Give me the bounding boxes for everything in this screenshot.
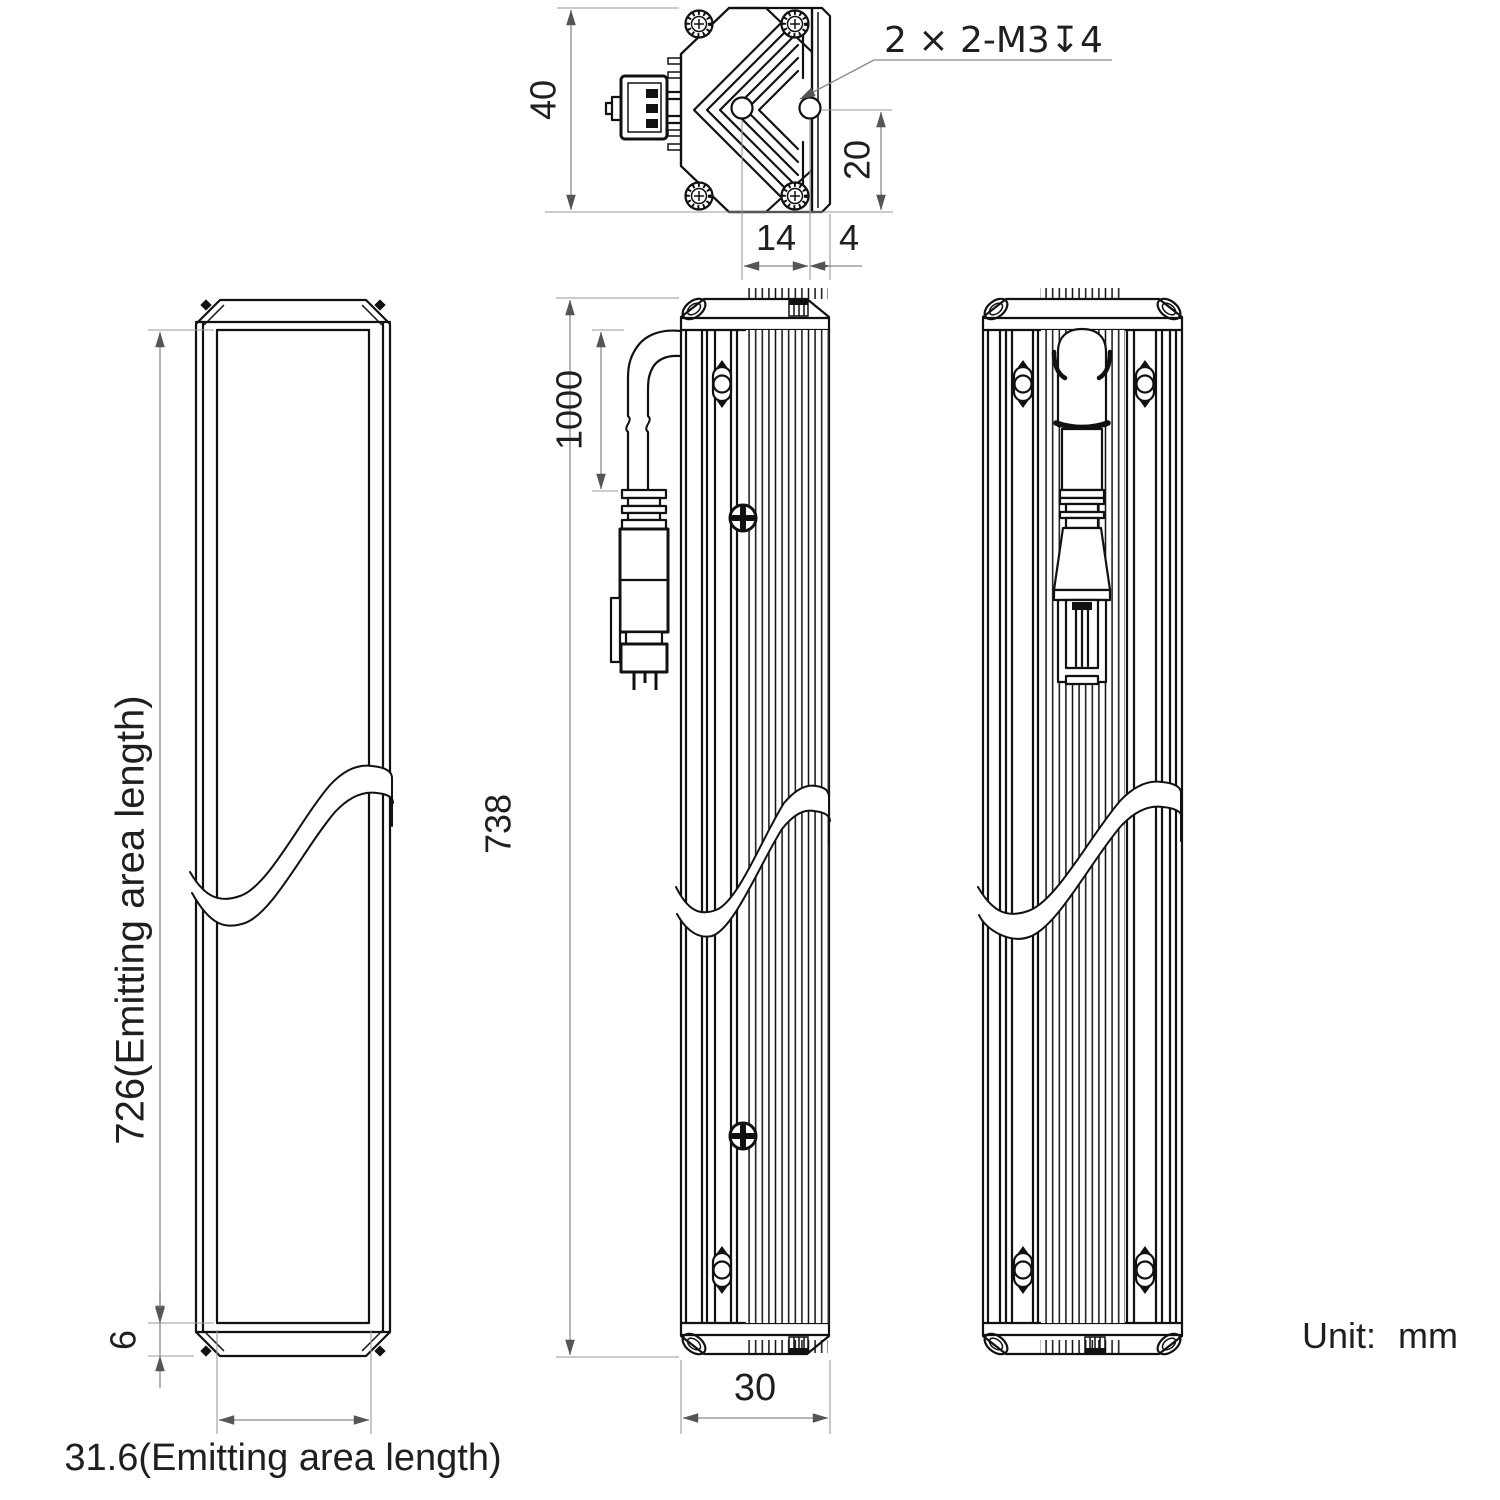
dim-726: 726(Emitting area length) (108, 695, 153, 1145)
back-connector (1054, 490, 1110, 684)
side-top-fin-tips (744, 288, 828, 299)
thread-callout-prefix: 2 × 2-M3 (884, 20, 1050, 61)
side-connector (611, 490, 668, 690)
thread-callout (884, 20, 1103, 61)
screw-bottom-right (782, 183, 809, 210)
dim-30: 30 (733, 1367, 777, 1409)
dim-31-6: 31.6(Emitting area length) (64, 1437, 502, 1479)
front-view-dimensions (64, 330, 501, 1479)
dim-14: 14 (755, 217, 797, 258)
screw-top-right (782, 11, 809, 38)
front-view (190, 299, 393, 1356)
dim-738: 738 (477, 793, 519, 855)
back-bottom-fin-tips (1040, 1340, 1124, 1353)
side-body-lines (686, 330, 737, 1323)
screw-top-left (686, 11, 713, 38)
back-cable (1054, 329, 1110, 490)
dim-20: 20 (836, 139, 878, 181)
tapped-hole-left (732, 98, 753, 119)
front-outline (196, 300, 390, 1356)
cable-break (626, 416, 649, 432)
side-cap-glands (679, 295, 709, 1359)
front-side-lines (203, 322, 383, 1332)
dim-1000: 1000 (548, 369, 590, 451)
front-inner-chamfers (204, 305, 382, 1351)
side-fin-area (746, 330, 829, 1323)
dim-6: 6 (102, 1329, 144, 1351)
thread-callout-suffix: 4 (1080, 20, 1103, 61)
left-fin-tabs (668, 58, 681, 150)
depth-symbol: ↧ (1049, 20, 1080, 61)
back-view (978, 288, 1184, 1358)
side-view (611, 288, 830, 1358)
unit-label: Unit: mm (1302, 1315, 1458, 1356)
dim-4: 4 (838, 217, 860, 258)
dim-40: 40 (522, 79, 564, 121)
front-chamfer-screws (200, 299, 385, 1356)
back-top-fin-tips (1040, 288, 1124, 299)
screw-bottom-left (686, 183, 713, 210)
tapped-hole-right (800, 98, 821, 119)
top-end-view (606, 8, 830, 212)
dim-4-arrow (819, 263, 830, 270)
side-cable (626, 331, 681, 490)
front-break-mask (190, 766, 393, 926)
